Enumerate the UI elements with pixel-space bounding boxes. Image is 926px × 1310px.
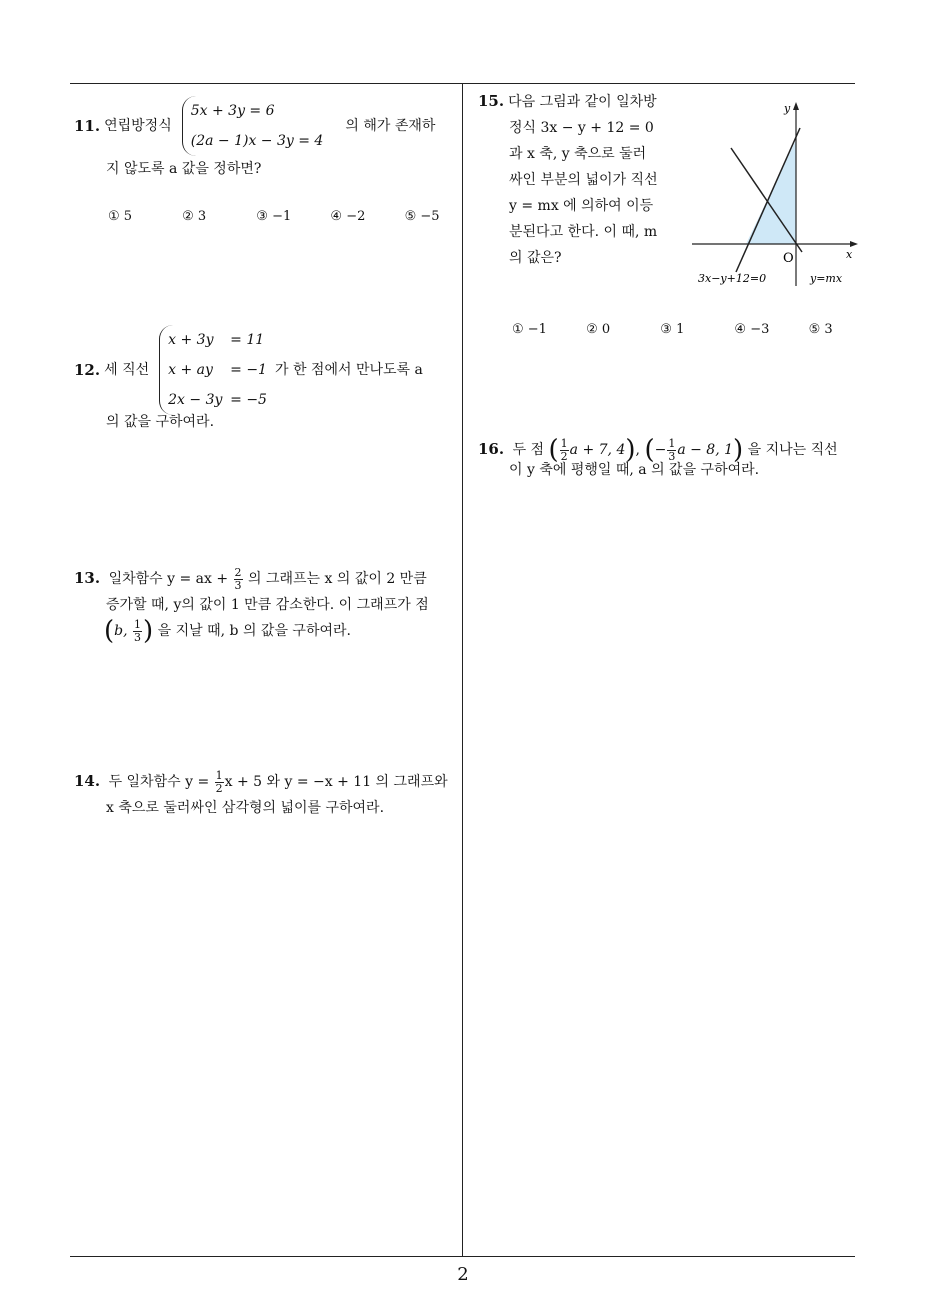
problem-number: 15.	[478, 92, 505, 110]
problem-text: 다음 그림과 같이 일차방	[508, 94, 657, 110]
problem-15-graph	[690, 96, 862, 292]
y-axis-label: y	[784, 102, 791, 115]
column-divider	[462, 83, 463, 1257]
point-coord: b,	[114, 623, 128, 639]
equation-left: x + ay	[168, 362, 213, 378]
problem-text: 의 그래프는 x 의 값이 2 만큼	[247, 571, 427, 587]
problem-text: x 축으로 둘러싸인 삼각형의 넓이를 구하여라.	[106, 800, 385, 816]
problem-text: x + 5 와 y = −x + 11 의 그래프와	[224, 774, 448, 790]
choice-5[interactable]: ⑤ 3	[808, 322, 833, 337]
equation-system	[159, 325, 267, 415]
problem-text: 세 직선	[104, 362, 150, 378]
problem-15	[478, 88, 678, 271]
denominator: 2	[215, 781, 223, 795]
line2-label: y=mx	[810, 272, 843, 285]
denominator: 3	[668, 449, 676, 463]
problem-number: 11.	[74, 117, 101, 135]
problem-text: 두 점	[512, 442, 545, 458]
fraction	[133, 619, 142, 644]
choice-2[interactable]: ② 0	[586, 322, 611, 337]
page-number: 2	[457, 1264, 469, 1285]
choice-1[interactable]: ① 5	[108, 209, 133, 224]
paren-close: )	[625, 435, 636, 465]
numerator: 1	[134, 617, 142, 631]
fraction	[234, 567, 243, 592]
equation-left: 2x − 3y	[168, 392, 223, 408]
problem-text: y = mx 에 의하여 이등	[509, 198, 654, 214]
choice-4[interactable]: ④ −2	[330, 209, 366, 224]
fraction	[215, 770, 224, 795]
point-coord: a + 7, 4	[569, 442, 626, 458]
paren-open: (	[644, 435, 655, 465]
paren-close: )	[143, 616, 154, 646]
y-axis-arrow-icon	[793, 102, 799, 110]
paren-open: (	[548, 435, 559, 465]
problem-text: 일차함수 y = ax +	[108, 571, 229, 587]
paren-close: )	[733, 435, 744, 465]
problem-text: 의 값은?	[509, 250, 562, 266]
denominator: 3	[134, 630, 142, 644]
equation: 5x + 3y = 6	[190, 103, 275, 119]
problem-text: 가 한 점에서 만나도록 a	[274, 362, 423, 378]
problem-12	[74, 325, 459, 435]
problem-number: 14.	[74, 772, 101, 790]
numerator: 1	[215, 768, 223, 782]
minus-sign: −	[654, 442, 667, 458]
choice-3[interactable]: ③ −1	[256, 209, 292, 224]
equation-left: x + 3y	[168, 332, 214, 348]
equation-right: = 11	[230, 332, 265, 348]
problem-text: 을 지나는 직선	[747, 442, 838, 458]
problem-text: 싸인 부분의 넓이가 직선	[509, 172, 658, 188]
problem-text: 이 y 축에 평행일 때, a 의 값을 구하여라.	[509, 462, 760, 478]
paren-open: (	[104, 616, 115, 646]
numerator: 1	[560, 436, 568, 450]
x-axis-label: x	[846, 248, 853, 261]
problem-11	[74, 96, 459, 182]
problem-16: 16. 두 점 ( $\frac{1}{2}$ a + 7, 4), (− $\frac{1}{3}$ a − 8, 1) 을 지나는 직선 이 y 축에 평행일 때, a 의 값을 구하여라.	[478, 436, 858, 483]
choice-5[interactable]: ⑤ −5	[404, 209, 440, 224]
equation-system	[182, 96, 324, 156]
line1-label: 3x−y+12=0	[698, 272, 767, 285]
equation-right: = −5	[230, 392, 267, 408]
problem-number: 13.	[74, 569, 101, 587]
problem-text: 지 않도록 a 값을 정하면?	[106, 161, 262, 177]
equation-right: = −1	[230, 362, 267, 378]
problem-text: 의 해가 존재하	[345, 118, 436, 134]
problem-text: 과 x 축, y 축으로 둘러	[509, 146, 647, 162]
denominator: 2	[560, 449, 568, 463]
x-axis-arrow-icon	[850, 241, 858, 247]
equation: (2a − 1)x − 3y = 4	[190, 133, 324, 149]
choice-4[interactable]: ④ −3	[734, 322, 770, 337]
problem-text: 두 일차함수 y =	[108, 774, 210, 790]
choice-1[interactable]: ① −1	[512, 322, 547, 337]
origin-label: O	[783, 251, 794, 266]
problem-text: 정식 3x − y + 12 = 0	[509, 120, 654, 136]
problem-number: 16.	[478, 440, 505, 458]
point-coord: a − 8, 1	[677, 442, 734, 458]
denominator: 3	[234, 578, 242, 592]
problem-number: 12.	[74, 361, 101, 379]
numerator: 2	[234, 565, 242, 579]
numerator: 1	[668, 436, 676, 450]
problem-text: 연립방정식	[104, 118, 172, 134]
problem-13	[74, 565, 459, 644]
answer-choices	[108, 209, 465, 224]
answer-choices	[512, 322, 869, 337]
problem-text: 의 값을 구하여라.	[106, 414, 215, 430]
problem-text: 분된다고 한다. 이 때, m	[509, 224, 658, 240]
choice-2[interactable]: ② 3	[182, 209, 207, 224]
problem-text: 증가할 때, y의 값이 1 만큼 감소한다. 이 그래프가 점	[106, 597, 429, 613]
problem-14	[74, 768, 459, 821]
bottom-rule	[70, 1256, 855, 1257]
choice-3[interactable]: ③ 1	[660, 322, 685, 337]
problem-text: 을 지날 때, b 의 값을 구하여라.	[157, 623, 351, 639]
